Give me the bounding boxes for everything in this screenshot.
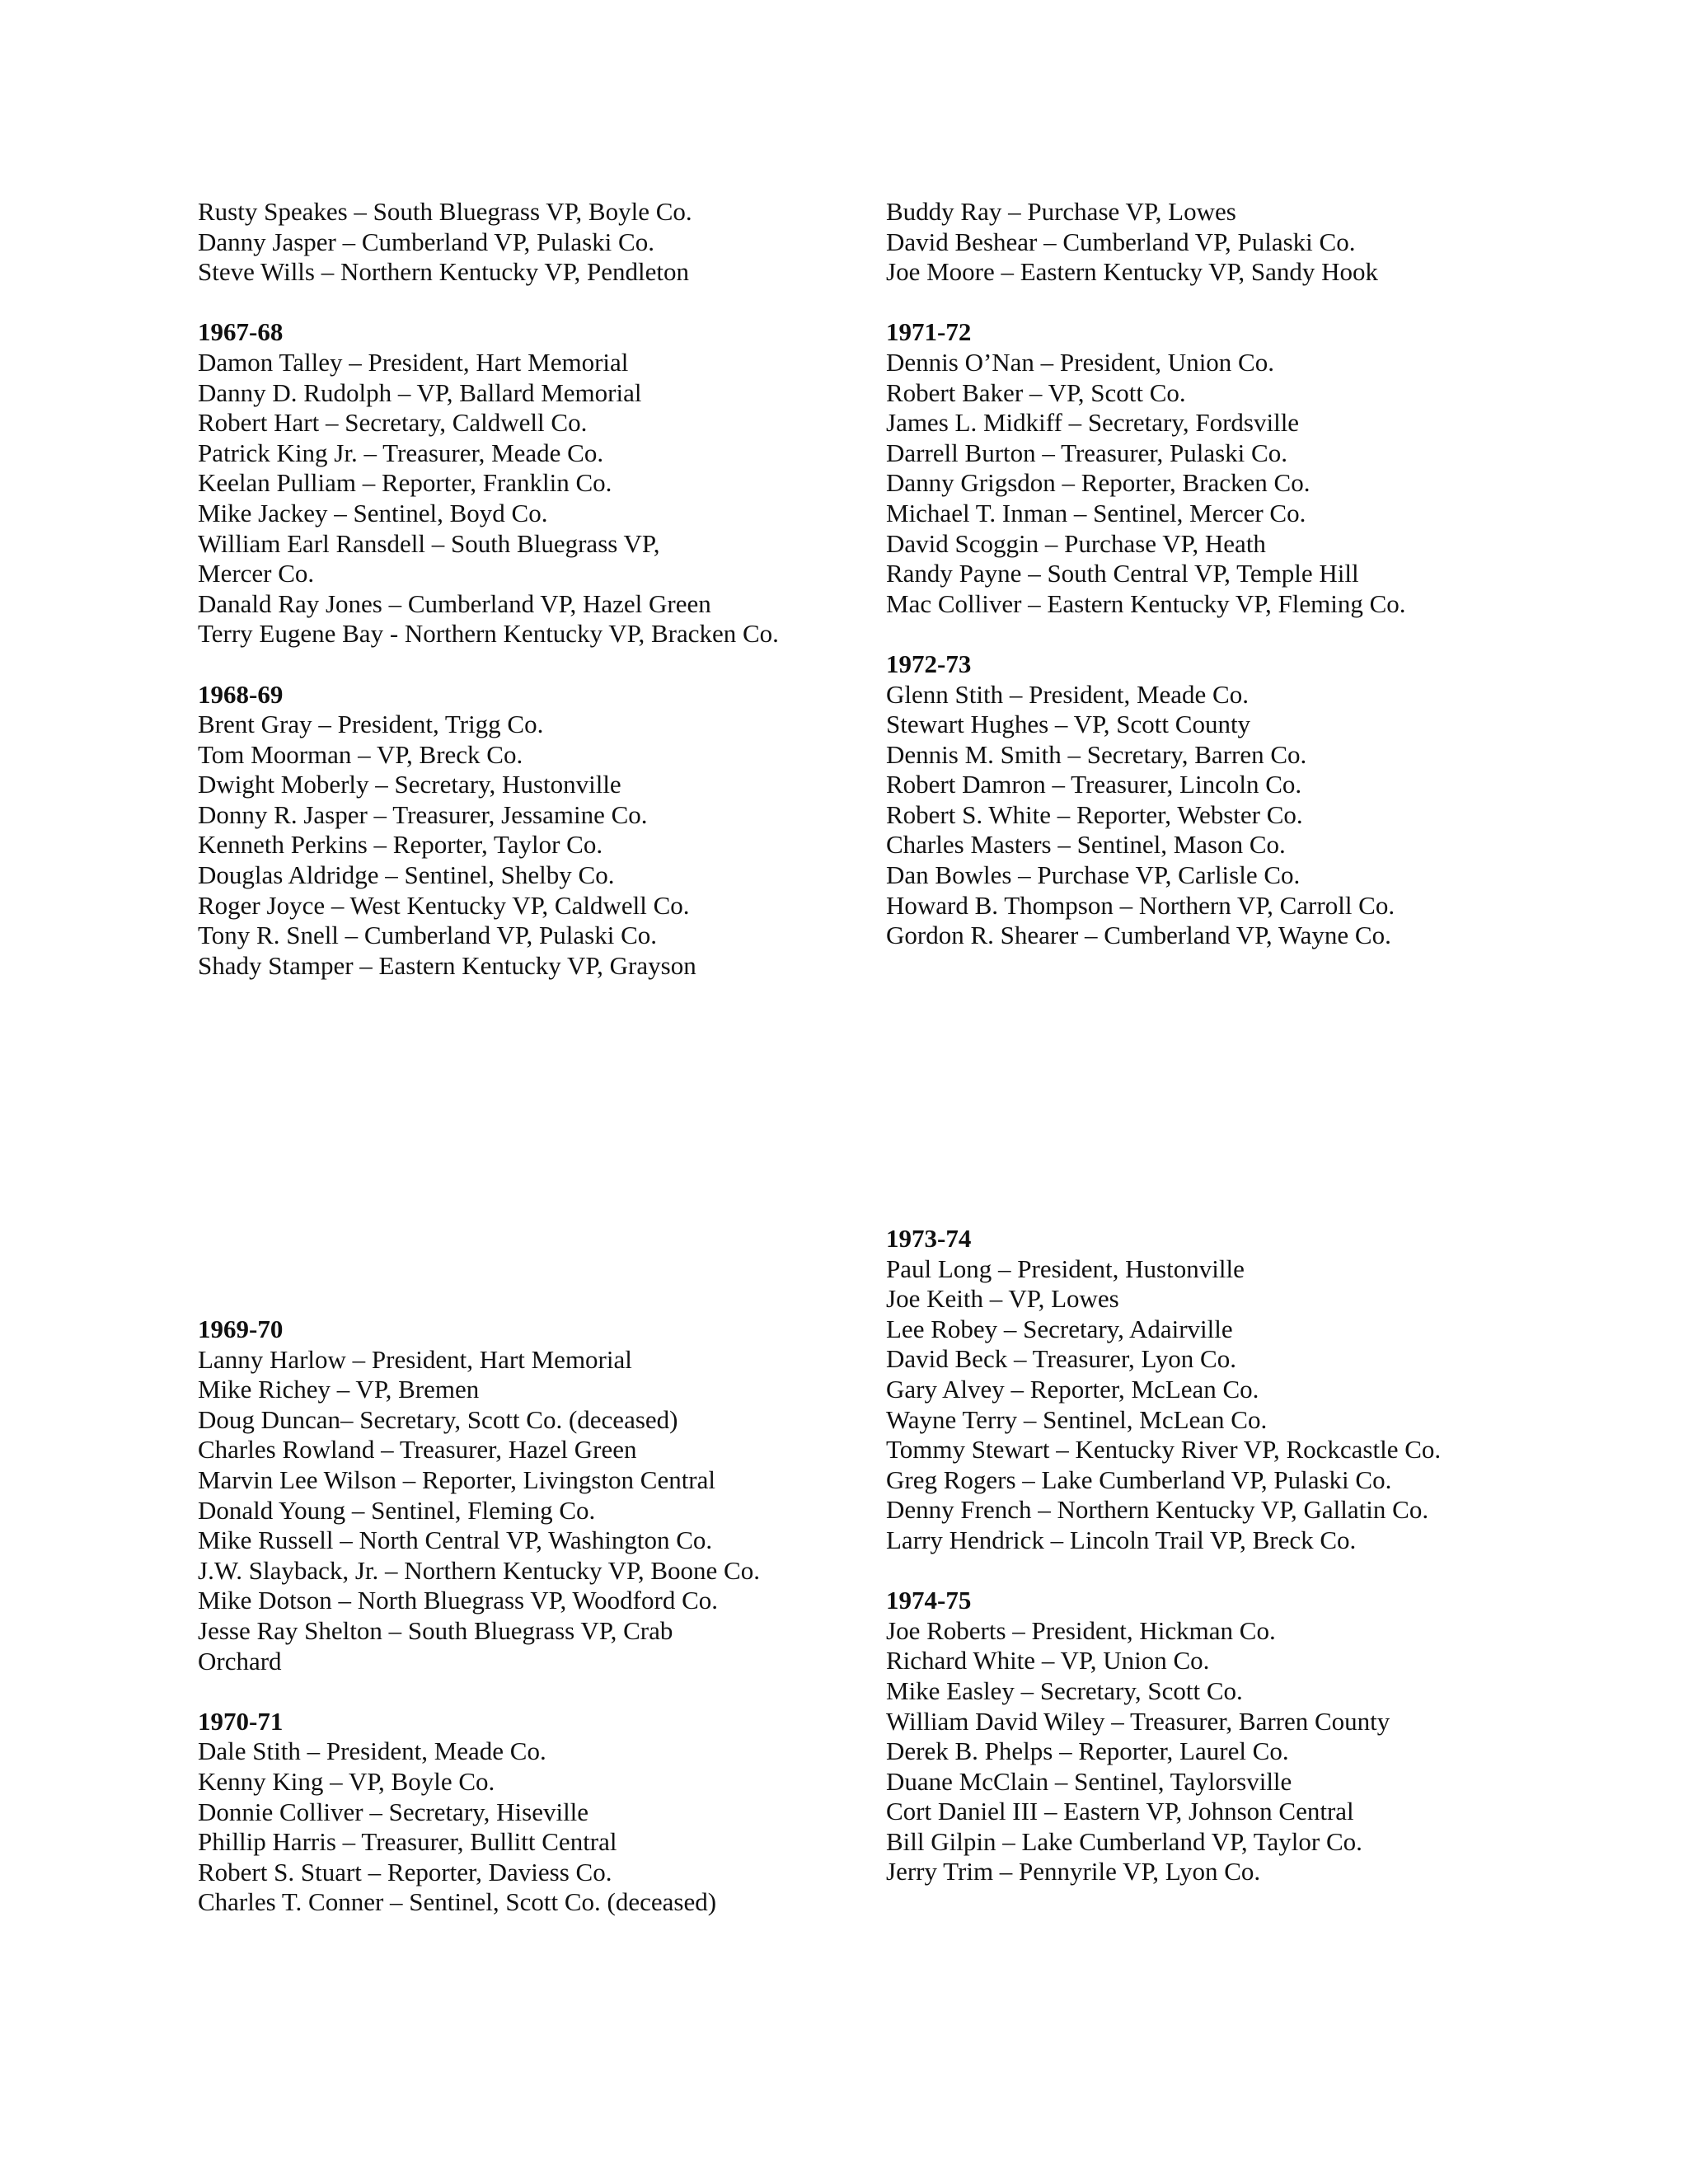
year-heading: 1970-71 <box>198 1706 284 1736</box>
year-heading: 1968-69 <box>198 679 284 709</box>
year-section-1969-70 <box>198 1315 824 1676</box>
year-heading: 1973-74 <box>886 1224 972 1253</box>
officer-entry: Jesse Ray Shelton – South Bluegrass VP, Crab Orchard <box>198 1615 673 1675</box>
officer-entry: Tom Moorman – VP, Breck Co. <box>198 739 523 769</box>
year-section-1973-74 <box>886 1224 1512 1556</box>
officer-entry: Duane McClain – Sentinel, Taylorsville <box>886 1766 1292 1796</box>
officer-entry: Charles Masters – Sentinel, Mason Co. <box>886 830 1286 860</box>
officer-entry: William Earl Ransdell – South Bluegrass VP, Mercer Co. <box>198 528 660 588</box>
officer-entry: Derek B. Phelps – Reporter, Laurel Co. <box>886 1736 1289 1766</box>
year-heading: 1967-68 <box>198 317 284 347</box>
officer-entry: Robert Baker – VP, Scott Co. <box>886 377 1186 407</box>
year-heading: 1972-73 <box>886 649 972 678</box>
officer-entry: Mike Easley – Secretary, Scott Co. <box>886 1675 1243 1705</box>
officer-entry: Robert S. Stuart – Reporter, Daviess Co. <box>198 1857 612 1886</box>
officer-entry: Howard B. Thompson – Northern VP, Carroll Co. <box>886 890 1395 920</box>
officer-entry: Kenny King – VP, Boyle Co. <box>198 1766 495 1796</box>
officer-entry: Danny D. Rudolph – VP, Ballard Memorial <box>198 377 642 407</box>
officer-entry: Glenn Stith – President, Meade Co. <box>886 679 1249 709</box>
officer-entry: Dan Bowles – Purchase VP, Carlisle Co. <box>886 860 1301 890</box>
officer-entry: Tommy Stewart – Kentucky River VP, Rockcastle Co. <box>886 1435 1442 1465</box>
year-section-1971-72 <box>886 317 1512 619</box>
officer-entry: Jerry Trim – Pennyrile VP, Lyon Co. <box>886 1857 1261 1886</box>
officer-entry: Buddy Ray – Purchase VP, Lowes <box>886 197 1236 226</box>
column-bottom-right <box>886 1224 1512 1887</box>
officer-entry: Michael T. Inman – Sentinel, Mercer Co. <box>886 498 1306 527</box>
officer-entry: David Scoggin – Purchase VP, Heath <box>886 528 1266 558</box>
officer-entry: Lee Robey – Secretary, Adairville <box>886 1314 1233 1343</box>
intro-list <box>198 197 824 288</box>
officer-entry: Mike Jackey – Sentinel, Boyd Co. <box>198 498 548 527</box>
officer-entry: Paul Long – President, Hustonville <box>886 1254 1245 1283</box>
officer-entry: Richard White – VP, Union Co. <box>886 1646 1210 1675</box>
officer-entry: William David Wiley – Treasurer, Barren County <box>886 1706 1390 1736</box>
officer-entry: Joe Moore – Eastern Kentucky VP, Sandy Hook <box>886 257 1378 287</box>
officer-entry: Robert Hart – Secretary, Caldwell Co. <box>198 408 588 438</box>
officer-entry: Patrick King Jr. – Treasurer, Meade Co. <box>198 438 604 467</box>
officer-entry: Damon Talley – President, Hart Memorial <box>198 347 629 377</box>
officer-entry: Robert S. White – Reporter, Webster Co. <box>886 799 1303 829</box>
officer-entry: Danald Ray Jones – Cumberland VP, Hazel Green <box>198 588 711 618</box>
officer-entry: Randy Payne – South Central VP, Temple Hill <box>886 559 1359 588</box>
officer-entry: Shady Stamper – Eastern Kentucky VP, Grayson <box>198 950 696 980</box>
officer-entry: Mike Russell – North Central VP, Washington Co. <box>198 1526 713 1555</box>
officer-entry: Mac Colliver – Eastern Kentucky VP, Fleming Co. <box>886 588 1406 618</box>
officer-entry: James L. Midkiff – Secretary, Fordsville <box>886 408 1300 438</box>
officer-entry: Darrell Burton – Treasurer, Pulaski Co. <box>886 438 1287 467</box>
officer-entry: Lanny Harlow – President, Hart Memorial <box>198 1344 632 1374</box>
officer-entry: Dennis M. Smith – Secretary, Barren Co. <box>886 739 1307 769</box>
column-bottom-left <box>198 1315 824 1918</box>
officer-entry: David Beck – Treasurer, Lyon Co. <box>886 1344 1236 1374</box>
officer-entry: Wayne Terry – Sentinel, McLean Co. <box>886 1404 1268 1434</box>
officer-entry: Terry Eugene Bay - Northern Kentucky VP, Bracken Co. <box>198 619 779 649</box>
officer-entry: Denny French – Northern Kentucky VP, Gallatin Co. <box>886 1495 1429 1525</box>
officer-entry: Bill Gilpin – Lake Cumberland VP, Taylor Co. <box>886 1826 1362 1856</box>
officer-entry: Donnie Colliver – Secretary, Hiseville <box>198 1797 589 1826</box>
officer-entry: Charles Rowland – Treasurer, Hazel Green <box>198 1435 637 1465</box>
officer-entry: Donald Young – Sentinel, Fleming Co. <box>198 1495 596 1525</box>
officer-entry: Brent Gray – President, Trigg Co. <box>198 710 544 739</box>
officer-entry: Donny R. Jasper – Treasurer, Jessamine Co. <box>198 799 648 829</box>
officer-entry: Charles T. Conner – Sentinel, Scott Co. (deceased) <box>198 1887 717 1917</box>
officer-entry: Dennis O’Nan – President, Union Co. <box>886 347 1274 377</box>
year-section-1968-69 <box>198 680 824 982</box>
year-section-1974-75 <box>886 1586 1512 1887</box>
officer-entry: Marvin Lee Wilson – Reporter, Livingston Central <box>198 1465 716 1494</box>
officer-entry: Dwight Moberly – Secretary, Hustonville <box>198 770 621 799</box>
officer-entry: Joe Keith – VP, Lowes <box>886 1284 1119 1314</box>
officer-entry: J.W. Slayback, Jr. – Northern Kentucky VP, Boone Co. <box>198 1555 760 1585</box>
officer-entry: Keelan Pulliam – Reporter, Franklin Co. <box>198 468 612 498</box>
officer-entry: Roger Joyce – West Kentucky VP, Caldwell Co. <box>198 890 690 920</box>
officer-entry: Douglas Aldridge – Sentinel, Shelby Co. <box>198 860 615 890</box>
officer-entry: Mike Richey – VP, Bremen <box>198 1375 480 1404</box>
intro-list <box>886 197 1512 288</box>
year-heading: 1974-75 <box>886 1586 972 1615</box>
officer-entry: David Beshear – Cumberland VP, Pulaski Co. <box>886 227 1356 256</box>
year-section-1970-71 <box>198 1707 824 1918</box>
year-section-1967-68 <box>198 317 824 649</box>
officer-entry: Gary Alvey – Reporter, McLean Co. <box>886 1374 1259 1404</box>
officer-entry: Phillip Harris – Treasurer, Bullitt Central <box>198 1827 617 1857</box>
officer-entry: Joe Roberts – President, Hickman Co. <box>886 1615 1276 1645</box>
officer-entry: Dale Stith – President, Meade Co. <box>198 1736 546 1766</box>
officer-entry: Doug Duncan– Secretary, Scott Co. (deceased) <box>198 1404 678 1434</box>
year-section-1972-73 <box>886 649 1512 951</box>
officer-entry: Danny Grigsdon – Reporter, Bracken Co. <box>886 468 1311 498</box>
year-heading: 1971-72 <box>886 317 972 347</box>
officer-entry: Kenneth Perkins – Reporter, Taylor Co. <box>198 830 603 860</box>
officer-entry: Steve Wills – Northern Kentucky VP, Pendleton <box>198 257 690 287</box>
officer-entry: Rusty Speakes – South Bluegrass VP, Boyle Co. <box>198 197 692 226</box>
officer-entry: Tony R. Snell – Cumberland VP, Pulaski Co. <box>198 921 658 950</box>
officer-entry: Stewart Hughes – VP, Scott County <box>886 710 1251 739</box>
officer-entry: Gordon R. Shearer – Cumberland VP, Wayne Co. <box>886 921 1391 950</box>
officer-entry: Greg Rogers – Lake Cumberland VP, Pulaski Co. <box>886 1465 1392 1494</box>
column-top-left <box>198 197 824 981</box>
officer-entry: Danny Jasper – Cumberland VP, Pulaski Co. <box>198 227 654 256</box>
year-heading: 1969-70 <box>198 1315 284 1343</box>
officer-entry: Mike Dotson – North Bluegrass VP, Woodford Co. <box>198 1586 719 1615</box>
officer-entry: Larry Hendrick – Lincoln Trail VP, Breck Co. <box>886 1525 1357 1554</box>
column-top-right <box>886 197 1512 951</box>
officer-entry: Robert Damron – Treasurer, Lincoln Co. <box>886 770 1302 799</box>
officer-entry: Cort Daniel III – Eastern VP, Johnson Central <box>886 1797 1354 1826</box>
